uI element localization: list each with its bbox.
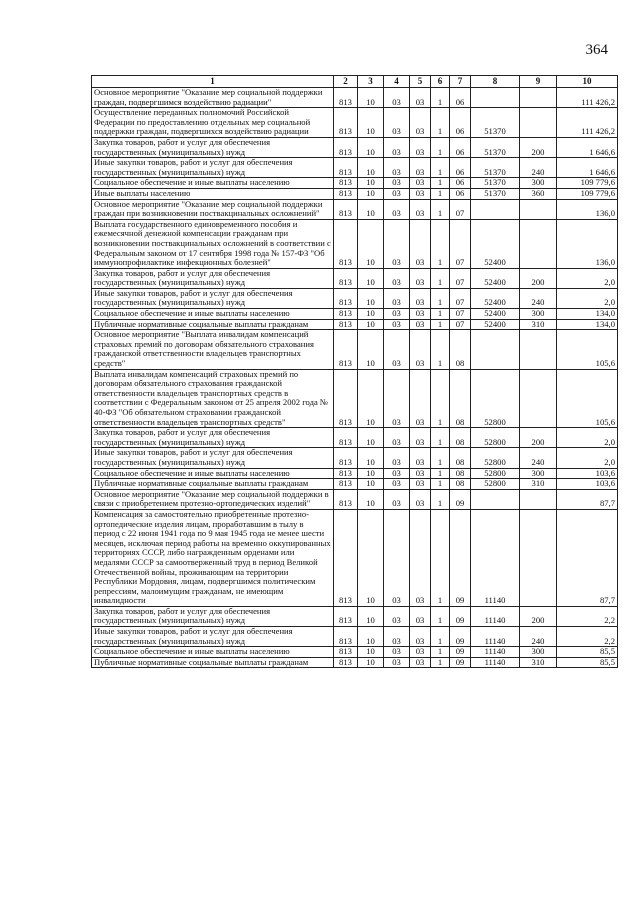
item-name-cell: Социальное обеспечение и иные выплаты населению <box>92 178 334 189</box>
subsection-cell: 03 <box>384 319 410 330</box>
table-row <box>92 178 618 189</box>
section-cell: 10 <box>358 309 384 320</box>
expense-type-cell: 300 <box>520 309 557 320</box>
subprogram-cell: 1 <box>431 489 450 509</box>
direction-code-cell: 11140 <box>471 657 520 668</box>
subsection-cell: 03 <box>384 489 410 509</box>
subprogram-cell: 1 <box>431 468 450 479</box>
measure-cell: 06 <box>450 178 471 189</box>
measure-cell: 07 <box>450 268 471 288</box>
subprogram-cell: 1 <box>431 108 450 138</box>
section-cell: 10 <box>358 468 384 479</box>
item-name-cell: Основное мероприятие "Оказание мер социальной поддержки в связи с приобретением протезно-ортопедических изделий" <box>92 489 334 509</box>
measure-cell: 09 <box>450 627 471 647</box>
amount-cell: 85,5 <box>557 657 618 668</box>
ministry-code-cell: 813 <box>334 647 358 658</box>
measure-cell: 08 <box>450 479 471 490</box>
section-cell: 10 <box>358 137 384 157</box>
direction-code-cell: 11140 <box>471 606 520 626</box>
expense-type-cell: 300 <box>520 178 557 189</box>
direction-code-cell: 52400 <box>471 219 520 268</box>
direction-code-cell: 52400 <box>471 319 520 330</box>
subsection-cell: 03 <box>384 178 410 189</box>
subsection-cell: 03 <box>384 509 410 606</box>
table-row <box>92 428 618 448</box>
program-cell: 03 <box>410 468 431 479</box>
ministry-code-cell: 813 <box>334 137 358 157</box>
item-name-cell: Иные выплаты населению <box>92 188 334 199</box>
subsection-cell: 03 <box>384 448 410 468</box>
measure-cell: 06 <box>450 188 471 199</box>
amount-cell: 85,5 <box>557 647 618 658</box>
item-name-cell: Основное мероприятие "Оказание мер социальной поддержки граждан, подвергшимся воздействию радиации" <box>92 88 334 108</box>
program-cell: 03 <box>410 309 431 320</box>
table-row <box>92 369 618 428</box>
ministry-code-cell: 813 <box>334 178 358 189</box>
table-row <box>92 509 618 606</box>
program-cell: 03 <box>410 647 431 658</box>
subsection-cell: 03 <box>384 647 410 658</box>
subsection-cell: 03 <box>384 479 410 490</box>
amount-cell: 2,0 <box>557 268 618 288</box>
expense-type-cell <box>520 219 557 268</box>
amount-cell: 103,6 <box>557 468 618 479</box>
subsection-cell: 03 <box>384 108 410 138</box>
item-name-cell: Социальное обеспечение и иные выплаты населению <box>92 309 334 320</box>
subprogram-cell: 1 <box>431 627 450 647</box>
amount-cell: 111 426,2 <box>557 88 618 108</box>
item-name-cell: Основное мероприятие "Оказание мер социальной поддержки граждан при возникновении поствакцинальных осложнений" <box>92 199 334 219</box>
column-header: 5 <box>410 76 431 88</box>
item-name-cell: Закупка товаров, работ и услуг для обеспечения государственных (муниципальных) нужд <box>92 268 334 288</box>
measure-cell: 08 <box>450 468 471 479</box>
subsection-cell: 03 <box>384 627 410 647</box>
program-cell: 03 <box>410 319 431 330</box>
expense-type-cell <box>520 330 557 369</box>
section-cell: 10 <box>358 319 384 330</box>
measure-cell: 06 <box>450 137 471 157</box>
table-row <box>92 647 618 658</box>
subprogram-cell: 1 <box>431 330 450 369</box>
direction-code-cell: 51370 <box>471 108 520 138</box>
amount-cell: 1 646,6 <box>557 158 618 178</box>
column-header: 10 <box>557 76 618 88</box>
table-row <box>92 309 618 320</box>
section-cell: 10 <box>358 489 384 509</box>
amount-cell: 87,7 <box>557 489 618 509</box>
table-row <box>92 219 618 268</box>
measure-cell: 08 <box>450 428 471 448</box>
subprogram-cell: 1 <box>431 288 450 308</box>
subprogram-cell: 1 <box>431 309 450 320</box>
program-cell: 03 <box>410 479 431 490</box>
subsection-cell: 03 <box>384 88 410 108</box>
direction-code-cell: 52800 <box>471 479 520 490</box>
table-row <box>92 448 618 468</box>
subprogram-cell: 1 <box>431 647 450 658</box>
table-row <box>92 489 618 509</box>
ministry-code-cell: 813 <box>334 199 358 219</box>
item-name-cell: Закупка товаров, работ и услуг для обеспечения государственных (муниципальных) нужд <box>92 137 334 157</box>
table-row <box>92 479 618 490</box>
amount-cell: 1 646,6 <box>557 137 618 157</box>
subsection-cell: 03 <box>384 606 410 626</box>
program-cell: 03 <box>410 158 431 178</box>
subprogram-cell: 1 <box>431 88 450 108</box>
expense-type-cell <box>520 489 557 509</box>
expense-type-cell: 200 <box>520 606 557 626</box>
item-name-cell: Социальное обеспечение и иные выплаты населению <box>92 647 334 658</box>
program-cell: 03 <box>410 219 431 268</box>
ministry-code-cell: 813 <box>334 369 358 428</box>
ministry-code-cell: 813 <box>334 88 358 108</box>
section-cell: 10 <box>358 178 384 189</box>
ministry-code-cell: 813 <box>334 489 358 509</box>
measure-cell: 06 <box>450 88 471 108</box>
amount-cell: 134,0 <box>557 319 618 330</box>
table-row <box>92 657 618 668</box>
ministry-code-cell: 813 <box>334 606 358 626</box>
ministry-code-cell: 813 <box>334 188 358 199</box>
ministry-code-cell: 813 <box>334 428 358 448</box>
column-header: 9 <box>520 76 557 88</box>
direction-code-cell: 52800 <box>471 448 520 468</box>
direction-code-cell: 52800 <box>471 428 520 448</box>
section-cell: 10 <box>358 199 384 219</box>
subprogram-cell: 1 <box>431 319 450 330</box>
table-row <box>92 199 618 219</box>
item-name-cell: Закупка товаров, работ и услуг для обеспечения государственных (муниципальных) нужд <box>92 428 334 448</box>
item-name-cell: Социальное обеспечение и иные выплаты населению <box>92 468 334 479</box>
measure-cell: 06 <box>450 158 471 178</box>
item-name-cell: Выплата государственного единовременного пособия и ежемесячной денежной компенсации гражданам при возникновении поствакцинальных осложнений в соответствии с Федеральным законом от 17 сентября 1998 года № 157-ФЗ "Об иммунопрофилактике инфекционных болезней" <box>92 219 334 268</box>
measure-cell: 08 <box>450 448 471 468</box>
amount-cell: 87,7 <box>557 509 618 606</box>
table-row <box>92 319 618 330</box>
expense-type-cell: 200 <box>520 268 557 288</box>
amount-cell: 105,6 <box>557 330 618 369</box>
ministry-code-cell: 813 <box>334 309 358 320</box>
item-name-cell: Осуществление переданных полномочий Российской Федерации по предоставлению отдельных мер социальной поддержки граждан, подвергшихся воздействию радиации <box>92 108 334 138</box>
measure-cell: 07 <box>450 219 471 268</box>
expense-type-cell: 200 <box>520 137 557 157</box>
ministry-code-cell: 813 <box>334 509 358 606</box>
column-header: 2 <box>334 76 358 88</box>
subprogram-cell: 1 <box>431 178 450 189</box>
ministry-code-cell: 813 <box>334 158 358 178</box>
section-cell: 10 <box>358 627 384 647</box>
expense-type-cell: 240 <box>520 158 557 178</box>
program-cell: 03 <box>410 657 431 668</box>
program-cell: 03 <box>410 428 431 448</box>
subprogram-cell: 1 <box>431 448 450 468</box>
direction-code-cell: 51370 <box>471 158 520 178</box>
item-name-cell: Закупка товаров, работ и услуг для обеспечения государственных (муниципальных) нужд <box>92 606 334 626</box>
ministry-code-cell: 813 <box>334 219 358 268</box>
expense-type-cell: 310 <box>520 657 557 668</box>
table-row <box>92 108 618 138</box>
expense-type-cell <box>520 199 557 219</box>
subprogram-cell: 1 <box>431 509 450 606</box>
subprogram-cell: 1 <box>431 137 450 157</box>
program-cell: 03 <box>410 108 431 138</box>
ministry-code-cell: 813 <box>334 657 358 668</box>
measure-cell: 09 <box>450 647 471 658</box>
measure-cell: 08 <box>450 330 471 369</box>
direction-code-cell <box>471 199 520 219</box>
table-row <box>92 330 618 369</box>
program-cell: 03 <box>410 137 431 157</box>
program-cell: 03 <box>410 288 431 308</box>
section-cell: 10 <box>358 158 384 178</box>
direction-code-cell: 52800 <box>471 468 520 479</box>
item-name-cell: Основное мероприятие "Выплата инвалидам компенсаций страховых премий по договорам обязательного страхования гражданской ответственности владельцев транспортных средств" <box>92 330 334 369</box>
section-cell: 10 <box>358 188 384 199</box>
section-cell: 10 <box>358 330 384 369</box>
subprogram-cell: 1 <box>431 158 450 178</box>
direction-code-cell: 52400 <box>471 288 520 308</box>
program-cell: 03 <box>410 606 431 626</box>
direction-code-cell: 52800 <box>471 369 520 428</box>
program-cell: 03 <box>410 178 431 189</box>
ministry-code-cell: 813 <box>334 330 358 369</box>
program-cell: 03 <box>410 448 431 468</box>
direction-code-cell: 51370 <box>471 188 520 199</box>
direction-code-cell: 52400 <box>471 309 520 320</box>
program-cell: 03 <box>410 509 431 606</box>
column-header: 4 <box>384 76 410 88</box>
subprogram-cell: 1 <box>431 657 450 668</box>
subsection-cell: 03 <box>384 158 410 178</box>
subprogram-cell: 1 <box>431 199 450 219</box>
section-cell: 10 <box>358 108 384 138</box>
section-cell: 10 <box>358 509 384 606</box>
expense-type-cell: 360 <box>520 188 557 199</box>
item-name-cell: Иные закупки товаров, работ и услуг для обеспечения государственных (муниципальных) нужд <box>92 158 334 178</box>
item-name-cell: Публичные нормативные социальные выплаты гражданам <box>92 479 334 490</box>
subsection-cell: 03 <box>384 428 410 448</box>
subsection-cell: 03 <box>384 219 410 268</box>
table-row <box>92 188 618 199</box>
measure-cell: 09 <box>450 509 471 606</box>
expense-type-cell <box>520 369 557 428</box>
section-cell: 10 <box>358 428 384 448</box>
amount-cell: 105,6 <box>557 369 618 428</box>
ministry-code-cell: 813 <box>334 448 358 468</box>
measure-cell: 08 <box>450 369 471 428</box>
section-cell: 10 <box>358 479 384 490</box>
direction-code-cell <box>471 489 520 509</box>
expense-type-cell: 310 <box>520 319 557 330</box>
subsection-cell: 03 <box>384 468 410 479</box>
expense-type-cell <box>520 88 557 108</box>
direction-code-cell: 51370 <box>471 178 520 189</box>
item-name-cell: Иные закупки товаров, работ и услуг для обеспечения государственных (муниципальных) нужд <box>92 448 334 468</box>
program-cell: 03 <box>410 188 431 199</box>
direction-code-cell <box>471 88 520 108</box>
expense-type-cell: 240 <box>520 627 557 647</box>
section-cell: 10 <box>358 88 384 108</box>
expense-type-cell: 240 <box>520 448 557 468</box>
subsection-cell: 03 <box>384 369 410 428</box>
item-name-cell: Выплата инвалидам компенсаций страховых премий по договорам обязательного страхования гражданской ответственности владельцев транспортных средств в соответствии с Федеральным законом от 25 апреля 2002 года № 40-ФЗ "Об обязательном страховании гражданской ответственности владельцев транспортных средств" <box>92 369 334 428</box>
ministry-code-cell: 813 <box>334 319 358 330</box>
amount-cell: 2,0 <box>557 428 618 448</box>
subsection-cell: 03 <box>384 288 410 308</box>
amount-cell: 2,0 <box>557 288 618 308</box>
direction-code-cell: 11140 <box>471 627 520 647</box>
measure-cell: 09 <box>450 489 471 509</box>
expense-type-cell <box>520 108 557 138</box>
section-cell: 10 <box>358 606 384 626</box>
program-cell: 03 <box>410 268 431 288</box>
table-row <box>92 606 618 626</box>
direction-code-cell: 11140 <box>471 509 520 606</box>
ministry-code-cell: 813 <box>334 627 358 647</box>
measure-cell: 09 <box>450 606 471 626</box>
page-number: 364 <box>585 42 608 58</box>
subprogram-cell: 1 <box>431 479 450 490</box>
table-row <box>92 288 618 308</box>
measure-cell: 07 <box>450 319 471 330</box>
column-header: 1 <box>92 76 334 88</box>
section-cell: 10 <box>358 647 384 658</box>
direction-code-cell: 52400 <box>471 268 520 288</box>
ministry-code-cell: 813 <box>334 268 358 288</box>
subprogram-cell: 1 <box>431 606 450 626</box>
amount-cell: 134,0 <box>557 309 618 320</box>
table-row <box>92 268 618 288</box>
amount-cell: 136,0 <box>557 219 618 268</box>
expense-type-cell <box>520 509 557 606</box>
subsection-cell: 03 <box>384 657 410 668</box>
amount-cell: 109 779,6 <box>557 178 618 189</box>
subprogram-cell: 1 <box>431 268 450 288</box>
table-row <box>92 137 618 157</box>
measure-cell: 07 <box>450 199 471 219</box>
expense-type-cell: 240 <box>520 288 557 308</box>
section-cell: 10 <box>358 288 384 308</box>
measure-cell: 07 <box>450 288 471 308</box>
header-row <box>92 76 618 88</box>
program-cell: 03 <box>410 199 431 219</box>
item-name-cell: Иные закупки товаров, работ и услуг для обеспечения государственных (муниципальных) нужд <box>92 288 334 308</box>
section-cell: 10 <box>358 219 384 268</box>
section-cell: 10 <box>358 369 384 428</box>
expense-type-cell: 300 <box>520 468 557 479</box>
item-name-cell: Публичные нормативные социальные выплаты гражданам <box>92 319 334 330</box>
measure-cell: 09 <box>450 657 471 668</box>
subprogram-cell: 1 <box>431 188 450 199</box>
section-cell: 10 <box>358 448 384 468</box>
ministry-code-cell: 813 <box>334 288 358 308</box>
column-header: 7 <box>450 76 471 88</box>
subprogram-cell: 1 <box>431 369 450 428</box>
amount-cell: 136,0 <box>557 199 618 219</box>
section-cell: 10 <box>358 657 384 668</box>
program-cell: 03 <box>410 330 431 369</box>
program-cell: 03 <box>410 489 431 509</box>
column-header: 8 <box>471 76 520 88</box>
amount-cell: 103,6 <box>557 479 618 490</box>
measure-cell: 07 <box>450 309 471 320</box>
column-header: 6 <box>431 76 450 88</box>
item-name-cell: Публичные нормативные социальные выплаты гражданам <box>92 657 334 668</box>
expense-type-cell: 310 <box>520 479 557 490</box>
subsection-cell: 03 <box>384 137 410 157</box>
item-name-cell: Иные закупки товаров, работ и услуг для обеспечения государственных (муниципальных) нужд <box>92 627 334 647</box>
amount-cell: 111 426,2 <box>557 108 618 138</box>
expense-type-cell: 200 <box>520 428 557 448</box>
table-body <box>92 88 618 668</box>
item-name-cell: Компенсация за самостоятельно приобретенные протезно-ортопедические изделия лицам, проработавшим в тылу в период с 22 июня 1941 года по 9 мая 1945 года не менее шести месяцев, исключая период работы на временно оккупированных территориях СССР, либо награжденным орденами или медалями СССР за самоотверженный труд в период Великой Отечественной войны, проживающим на территории Республики Мордовия, лицам, подвергшимся политическим репрессиям, малоимущим гражданам, не имеющим инвалидности <box>92 509 334 606</box>
direction-code-cell: 11140 <box>471 647 520 658</box>
expense-type-cell: 300 <box>520 647 557 658</box>
ministry-code-cell: 813 <box>334 468 358 479</box>
measure-cell: 06 <box>450 108 471 138</box>
amount-cell: 109 779,6 <box>557 188 618 199</box>
table-row <box>92 468 618 479</box>
direction-code-cell: 51370 <box>471 137 520 157</box>
program-cell: 03 <box>410 627 431 647</box>
amount-cell: 2,0 <box>557 448 618 468</box>
direction-code-cell <box>471 330 520 369</box>
amount-cell: 2,2 <box>557 606 618 626</box>
ministry-code-cell: 813 <box>334 479 358 490</box>
budget-table <box>91 75 618 668</box>
subprogram-cell: 1 <box>431 428 450 448</box>
subsection-cell: 03 <box>384 199 410 219</box>
table-row <box>92 88 618 108</box>
subsection-cell: 03 <box>384 330 410 369</box>
section-cell: 10 <box>358 268 384 288</box>
subsection-cell: 03 <box>384 188 410 199</box>
program-cell: 03 <box>410 88 431 108</box>
subprogram-cell: 1 <box>431 219 450 268</box>
program-cell: 03 <box>410 369 431 428</box>
subsection-cell: 03 <box>384 268 410 288</box>
ministry-code-cell: 813 <box>334 108 358 138</box>
table-row <box>92 158 618 178</box>
table-row <box>92 627 618 647</box>
column-header: 3 <box>358 76 384 88</box>
subsection-cell: 03 <box>384 309 410 320</box>
amount-cell: 2,2 <box>557 627 618 647</box>
